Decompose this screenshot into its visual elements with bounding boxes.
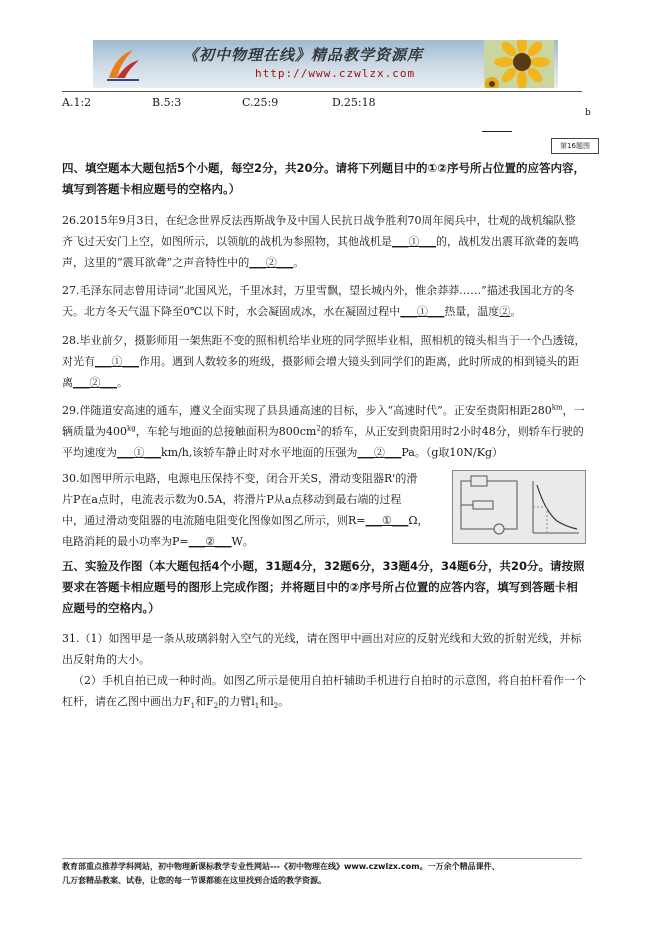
option-a: A.1:2 [62, 96, 92, 109]
q29-text-3: ，车轮与地面的总接触面积为800cm [135, 425, 317, 438]
q28-blank-1: ___①___ [95, 355, 139, 368]
q30-line-2: 片P在a点时，电流表示数为0.5A，将滑片P从a点移动到最右端的过程 [62, 493, 402, 506]
logo-icon [103, 44, 143, 84]
q27-text-end: 。 [510, 305, 522, 318]
q30-line-3-end: Ω， [408, 514, 429, 527]
circuit-figure [452, 470, 586, 544]
section-5-heading: 五、实验及作图（本大题包括4个小题，31题4分，32题6分，33题4分，34题6分，共20分。请按照要求在答题卡相应题号的图形上完成作图；并将题目中的②序号所占位置的应答内容，填写到答题卡相应题号的空格内。） [62, 559, 585, 615]
q30-line-4 [62, 531, 452, 552]
q30-line-1: 30.如图甲所示电路，电源电压保持不变，闭合开关S，滑动变阻器R'的滑 [62, 472, 418, 485]
q29-blank-1: ___①___ [117, 446, 161, 459]
q28-text: 28.毕业前夕，摄影师用一架焦距不变的照相机给毕业班的同学照毕业相，照相机的镜头相当于一个凸透镜，对光有 [62, 334, 586, 368]
q31-part-2-mid2: 的力臂l [218, 695, 255, 708]
q26-text: 26.2015年9月3日，在纪念世界反法西斯战争及中国人民抗日战争胜利70周年阅兵中，壮观的战机编队整齐飞过天安门上空，如图所示，以领航的战机为参照物，其他战机是 [62, 214, 576, 248]
question-26 [62, 210, 586, 273]
q31-part-2-end: 。 [278, 695, 290, 708]
q29-unit-kg: kg [127, 424, 136, 433]
footer-divider [62, 858, 582, 859]
q30-line-4-text: 电路消耗的最小功率为P= [62, 535, 189, 548]
option-b: B.5:3 [152, 96, 182, 109]
q29-text-5: km/h,该轿车静止时对水平地面的压强为 [161, 446, 358, 459]
q27-text: 27.毛泽东同志曾用诗词“北国风光，千里冰封，万里雪飘，望长城内外，惟余莽莽……”描述我国北方的冬天。北方冬天气温下降至0℃以下时，水会凝固成冰，水在凝固过程中 [62, 284, 575, 318]
q31-sub-3: 1 [254, 702, 260, 711]
stray-mark: b [585, 108, 591, 118]
q30-line-3-text: 中，通过滑动变阻器的电流随电阻变化图像如图乙所示，则R= [62, 514, 366, 527]
q26-text-end: 。 [293, 256, 305, 269]
q31-part-2-mid1: 和F [195, 695, 214, 708]
footer-line-2: 几万套精品教案、试卷，让您的每一节课都能在这里找到合适的教学资源。 [62, 876, 326, 885]
q29-unit-km: km [551, 403, 563, 412]
q29-text-4: 的轿车，从正安到贵阳用时2小时48分，则轿车行驶的平均速度为 [62, 425, 584, 459]
q31-part-2 [62, 670, 586, 712]
q26-blank-2: ___②___ [249, 256, 294, 269]
q29-exponent: 2 [316, 424, 321, 433]
page-footer [62, 860, 602, 888]
q31-part-2-mid3: 和l [259, 695, 274, 708]
q28-text-end: 。 [117, 376, 128, 389]
q27-blank-1: ___①___ [400, 305, 445, 318]
question-31 [62, 628, 586, 712]
footer-line-1: 教育部重点推荐学科网站，初中物理新课标教学专业性网站---《初中物理在线》www.czwlzx.com。一万余个精品课件、 [62, 862, 500, 871]
question-28 [62, 330, 586, 393]
circuit-diagram-icon [453, 471, 585, 543]
banner-url[interactable]: http://www.czwlzx.com [255, 67, 416, 80]
q31-sub-4: 2 [273, 702, 279, 711]
q30-blank-1: ___①___ [365, 514, 409, 527]
question-30 [62, 468, 452, 552]
figure-label: 第16题图 [551, 138, 599, 154]
q30-blank-2: ___②___ [188, 535, 232, 548]
q27-blank-2: ② [499, 305, 511, 318]
option-c: C.25:9 [242, 96, 279, 109]
sunflower-icon [484, 40, 554, 88]
q31-part-2-text: （2）手机自拍已成一种时尚。如图乙所示是使用自拍杆辅助手机进行自拍时的示意图，将自拍杆看作一个杠杆，请在乙图中画出力F [62, 674, 586, 708]
question-27 [62, 280, 586, 322]
q30-line-3 [62, 510, 452, 531]
q31-part-1: 31.（1）如图甲是一条从玻璃斜射入空气的光线，请在图甲中画出对应的反射光线和大致的折射光线，并标出反射角的大小。 [62, 632, 582, 666]
q29-text-1: 29.伴随道安高速的通车，遵义全面实现了县县通高速的目标，步入“高速时代”。正安至贵阳相距280 [62, 404, 552, 417]
question-29 [62, 400, 586, 463]
q29-text-6: Pa。（g取10N/Kg） [401, 446, 503, 459]
section-4-heading: 四、填空题本大题包括5个小题，每空2分，共20分。请将下列题目中的①②序号所占位置的应答内容，填写到答题卡相应题号的空格内。） [62, 161, 585, 196]
q30-line-4-end: W。 [231, 535, 254, 548]
q26-text-mid: 的，战机发出震耳欲聋的轰鸣声，这里的“震耳欲聋”之声音特性中的 [62, 235, 579, 269]
banner-title: 《初中物理在线》精品教学资源库 [183, 46, 424, 64]
q28-text-mid: 作用。遇到人数较多的班级，摄影师会增大镜头到同学们的距离，此时所成的相到镜头的距离 [62, 355, 579, 389]
q31-sub-2: 2 [213, 702, 219, 711]
choice-options [62, 96, 582, 112]
q31-sub-1: 1 [190, 702, 196, 711]
header-banner [93, 40, 558, 88]
header-divider [62, 91, 582, 92]
q28-blank-2: ___②___ [73, 376, 117, 389]
stray-line [482, 131, 512, 132]
q29-text-2: ，一辆质量为400 [62, 404, 585, 438]
q29-blank-2: ___②___ [357, 446, 402, 459]
q27-text-mid: 热量，温度 [444, 305, 500, 318]
q26-blank-1: ___①___ [392, 235, 436, 248]
option-d: D.25:18 [332, 96, 376, 109]
